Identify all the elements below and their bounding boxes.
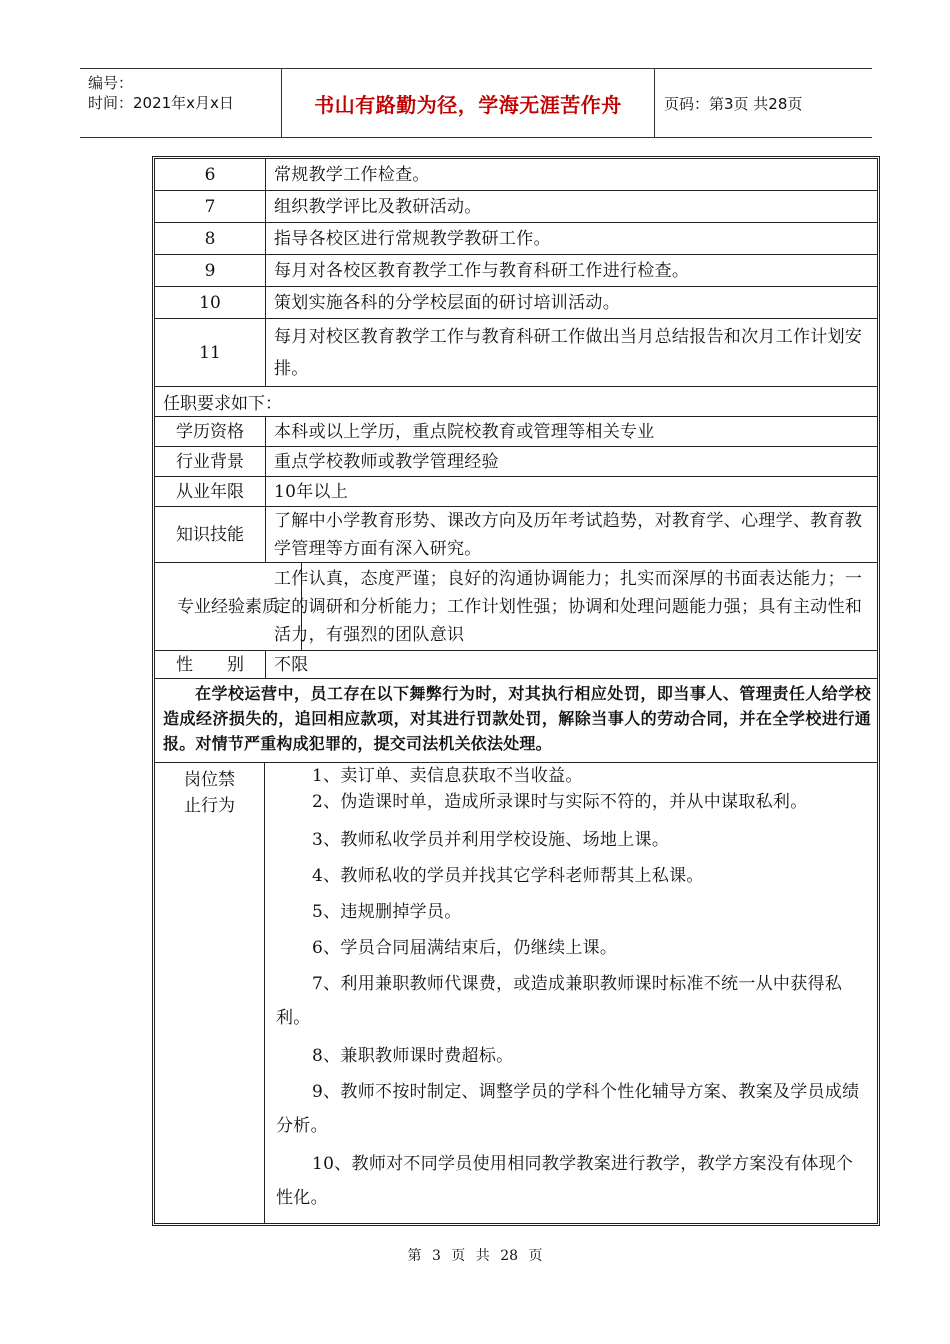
requirement-row [155,447,877,477]
requirement-row [155,477,877,507]
header-motto: 书山有路勤为径，学海无涯苦作舟 [314,92,622,117]
requirement-label: 知识技能 [155,507,266,562]
duty-row [155,319,877,387]
prohibited-item: 6、学员合同届满结束后，仍继续上课。 [312,938,618,958]
header-meta [88,73,278,113]
duty-number: 10 [155,287,266,318]
prohibited-item: 1、卖订单、卖信息获取不当收益。 [312,766,583,786]
duty-text: 每月对各校区教育教学工作与教育科研工作进行检查。 [274,260,690,281]
requirement-label: 学历资格 [155,417,266,446]
duty-number: 6 [155,159,266,190]
duty-row [155,287,877,319]
duty-row [155,159,877,191]
requirement-row [155,563,877,651]
prohibited-item: 8、兼职教师课时费超标。 [312,1046,514,1066]
header-divider [654,69,655,137]
notice-row [155,679,877,763]
disciplinary-notice: 在学校运营中，员工存在以下舞弊行为时，对其执行相应处罚，即当事人、管理责任人给学校造成经济损失的，追回相应款项，对其进行罚款处罚，解除当事人的劳动合同，并在全学校进行通报。对情节严重构成犯罪的，提交司法机关依法处理。 [163,684,871,753]
job-description-table [152,156,880,1226]
requirement-row [155,417,877,447]
document-number-label: 编号： [88,74,134,92]
requirement-value: 10年以上 [274,481,349,502]
duty-number: 7 [155,191,266,222]
requirement-value: 了解中小学教育形势、课改方向及历年考试趋势，对教育学、心理学、教育教学管理等方面有深入研究。 [274,510,863,559]
prohibited-item: 3、教师私收学员并利用学校设施、场地上课。 [312,830,670,850]
duty-text: 常规教学工作检查。 [274,164,430,185]
requirements-title-row [155,387,877,417]
requirement-value: 本科或以上学历，重点院校教育或管理等相关专业 [274,421,655,442]
prohibited-label: 岗位禁止行为 [155,763,265,1223]
duty-row [155,223,877,255]
requirement-label: 性 别 [155,651,266,678]
prohibited-item: 4、教师私收的学员并找其它学科老师帮其上私课。 [312,866,704,886]
prohibited-list [266,763,877,1223]
page-header [80,68,872,138]
duty-number: 9 [155,255,266,286]
requirements-title: 任职要求如下： [163,394,282,414]
prohibited-item: 9、教师不按时制定、调整学员的学科个性化辅导方案、教案及学员成绩分析。 [276,1082,860,1136]
requirement-label: 行业背景 [155,447,266,476]
prohibited-row [155,763,877,1223]
prohibited-item: 5、违规删掉学员。 [312,902,462,922]
duty-text: 组织教学评比及教研活动。 [274,196,482,217]
prohibited-item: 2、伪造课时单，造成所录课时与实际不符的，并从中谋取私利。 [312,792,808,812]
prohibited-item: 7、利用兼职教师代课费，或造成兼职教师课时标准不统一从中获得私利。 [276,974,843,1028]
duty-text: 策划实施各科的分学校层面的研讨培训活动。 [274,292,620,313]
duty-number: 11 [155,319,266,386]
duty-row [155,191,877,223]
duty-text: 每月对校区教育教学工作与教育科研工作做出当月总结报告和次月工作计划安排。 [274,326,863,379]
page-footer: 第 3 页 共 28 页 [407,1248,543,1264]
requirement-label: 专业经验素质 [155,563,302,650]
requirement-value: 工作认真，态度严谨；良好的沟通协调能力；扎实而深厚的书面表达能力；一定的调研和分析能力；工作计划性强；协调和处理问题能力强；具有主动性和活力，有强烈的团队意识 [274,568,863,645]
duty-row [155,255,877,287]
requirement-value: 不限 [274,654,309,675]
document-time-label: 时间：2021年x月x日 [88,94,234,112]
duty-text: 指导各校区进行常规教学教研工作。 [274,228,551,249]
requirement-row [155,651,877,679]
prohibited-item: 10、教师对不同学员使用相同教学教案进行教学，教学方案没有体现个性化。 [276,1154,854,1208]
duty-number: 8 [155,223,266,254]
requirement-value: 重点学校教师或教学管理经验 [274,451,499,472]
header-page-info: 页码：第3页 共28页 [664,94,803,113]
requirement-row [155,507,877,563]
requirement-label: 从业年限 [155,477,266,506]
